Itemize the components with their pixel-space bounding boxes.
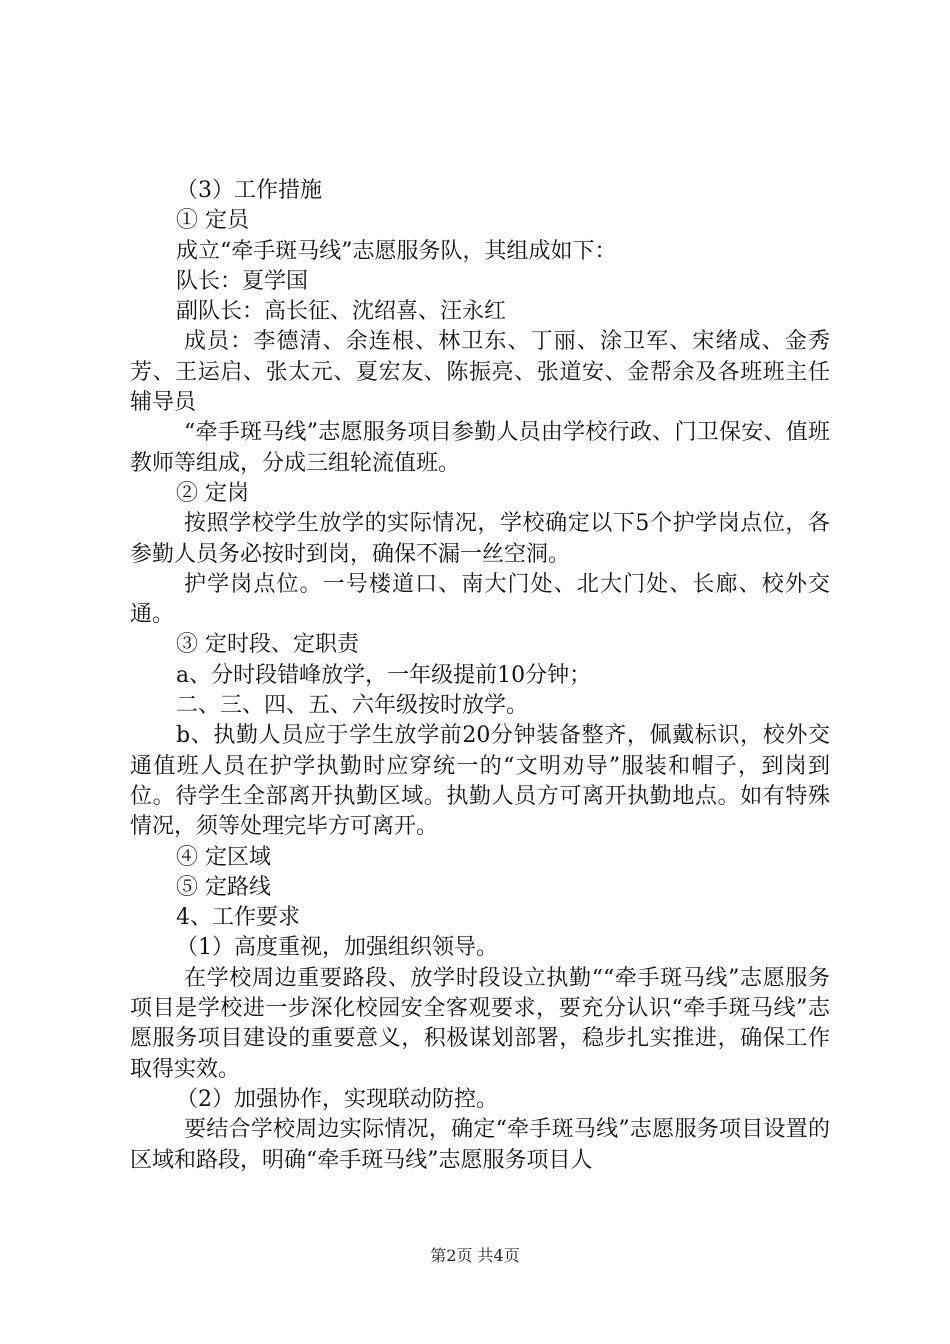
- paragraph: ⑤ 定路线: [176, 874, 271, 900]
- paragraph: （1）高度重视，加强组织领导。: [176, 935, 498, 961]
- paragraph: 队长：夏学国: [176, 268, 309, 294]
- paragraph: “牵手斑马线”志愿服务项目参勤人员由学校行政、门卫保安、值班教师等组成，分成三组轮流值班。: [130, 420, 830, 476]
- paragraph: 成立“牵手斑马线”志愿服务队，其组成如下：: [176, 238, 617, 264]
- page-footer: 第2页 共4页: [430, 1246, 520, 1265]
- paragraph: 在学校周边重要路段、放学时段设立执勤““牵手斑马线”志愿服务项目是学校进一步深化校园安全客观要求，要充分认识“牵手斑马线”志愿服务项目建设的重要意义，积极谋划部署，稳步扎实推进，确保工作取得实效。: [130, 965, 830, 1082]
- paragraph: 副队长：高长征、沈绍喜、汪永红: [176, 299, 507, 325]
- paragraph: b、执勤人员应于学生放学前20分钟装备整齐，佩戴标识，校外交通值班人员在护学执勤时应穿统一的“文明劝导”服装和帽子，到岗到位。待学生全部离开执勤区域。执勤人员方可离开执勤地点。如有特殊情况，须等处理完毕方可离开。: [130, 723, 830, 840]
- paragraph: 二、三、四、五、六年级按时放学。: [176, 693, 529, 719]
- paragraph: （3）工作措施: [176, 178, 322, 203]
- paragraph: 成员：李德清、余连根、林卫东、丁丽、涂卫军、宋绪成、金秀芳、王运启、张太元、夏宏友、陈振亮、张道安、金帮余及各班班主任辅导员: [130, 329, 830, 416]
- paragraph: ④ 定区域: [176, 844, 271, 870]
- paragraph: a、分时段错峰放学，一年级提前10分钟；: [176, 662, 592, 688]
- paragraph: 要结合学校周边实际情况，确定“牵手斑马线”志愿服务项目设置的区域和路段，明确“牵手斑马线”志愿服务项目人: [130, 1117, 830, 1173]
- body-text: [130, 176, 830, 1176]
- paragraph: ② 定岗: [176, 480, 249, 506]
- paragraph: 护学岗点位。一号楼道口、南大门处、北大门处、长廊、校外交通。: [130, 571, 830, 628]
- paragraph: （2）加强协作，实现联动防控。: [176, 1086, 498, 1112]
- paragraph: 按照学校学生放学的实际情况，学校确定以下5个护学岗点位，各参勤人员务必按时到岗，确保不漏一丝空洞。: [130, 511, 830, 567]
- paragraph: ③ 定时段、定职责: [176, 632, 359, 658]
- paragraph: ① 定员: [176, 208, 249, 234]
- paragraph: 4、工作要求: [176, 905, 300, 931]
